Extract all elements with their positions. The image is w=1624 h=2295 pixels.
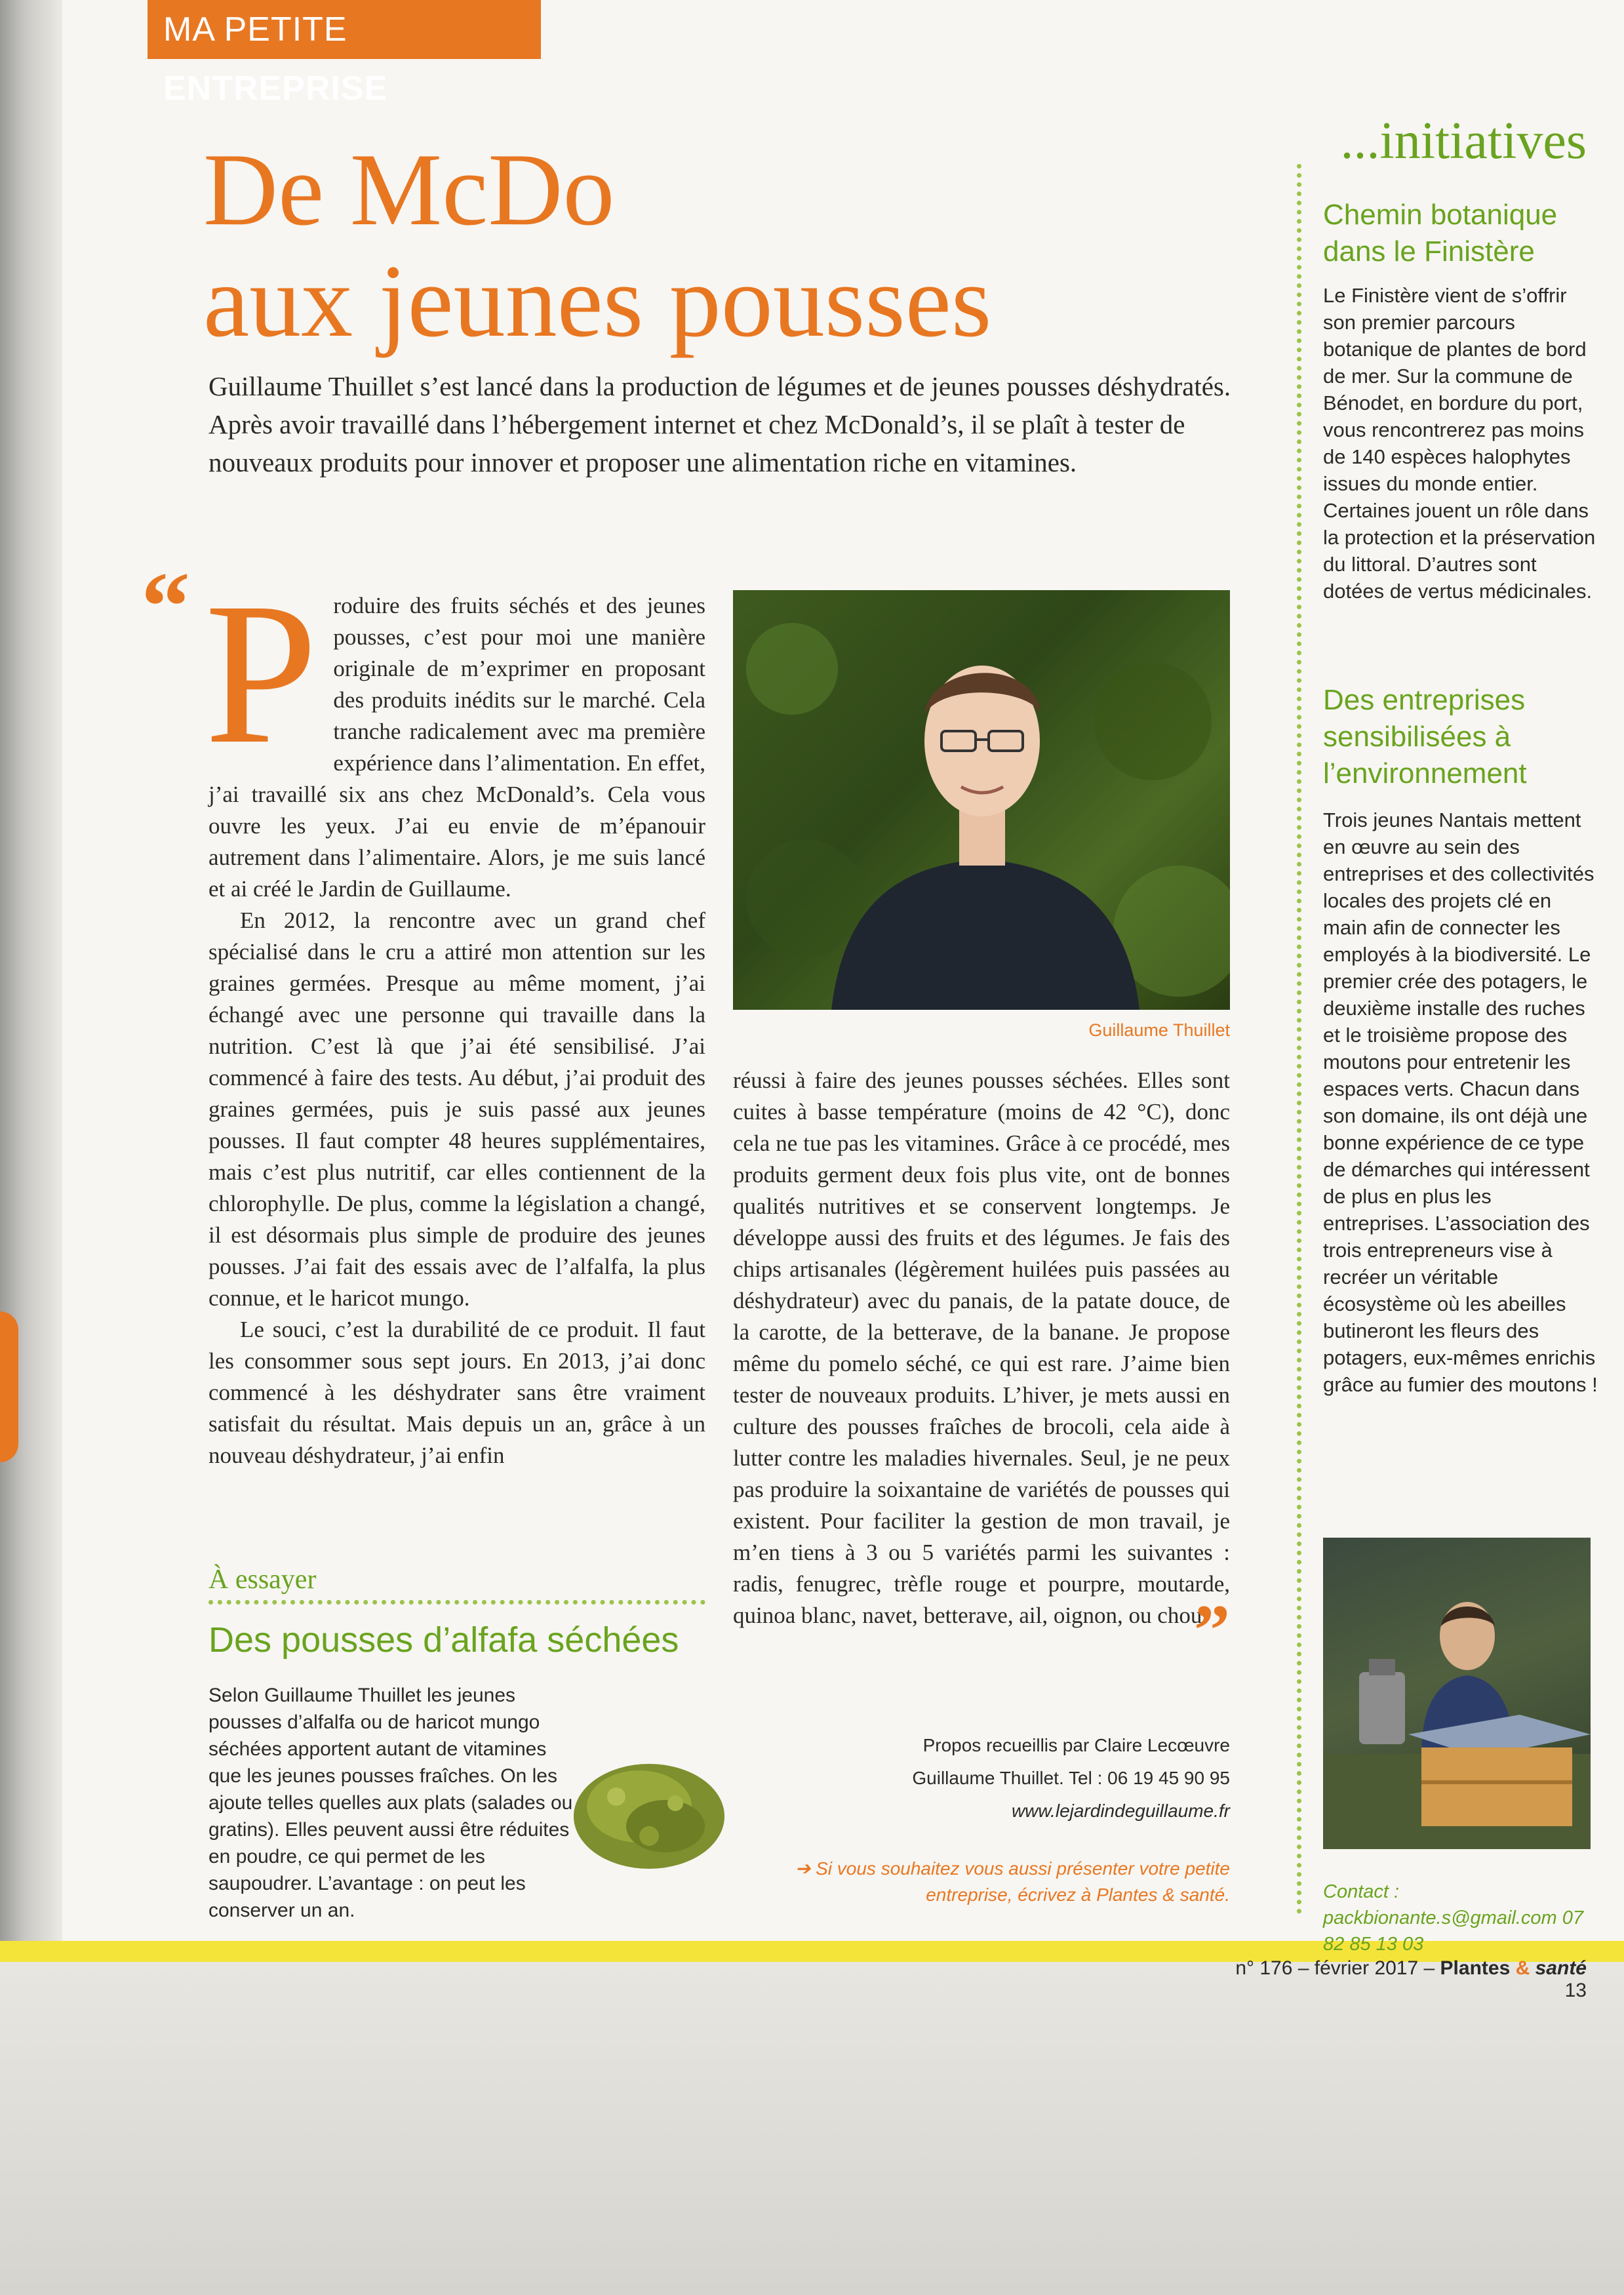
footer-brand-1: Plantes xyxy=(1440,1957,1511,1979)
sidebar-heading-1: Chemin botanique dans le Finistère xyxy=(1323,199,1558,268)
article-column-2 xyxy=(733,1065,1230,1670)
credit-url[interactable]: www.lejardindeguillaume.fr xyxy=(1011,1801,1230,1821)
sidebar-paragraph-1: Le Finistère vient de s’offrir son premier parcours botanique de plantes de bord de mer. Sur la commune de Bénodet, en bordure du port, vous rencontrerez pas moins de 140 espèces halophytes issues du monde entier. Certaines jouent un rôle dans la protection et la préservation du littoral. D’autres sont dotées de vertus médicinales. xyxy=(1323,284,1596,603)
call-to-action: ➔ Si vous souhaitez vous aussi présenter votre petite entreprise, écrivez à Plantes & santé. xyxy=(795,1858,1230,1905)
portrait-photo xyxy=(733,590,1230,1010)
try-it-body: Selon Guillaume Thuillet les jeunes pousses d’alfalfa ou de haricot mungo séchées apportent autant de vitamines que les jeunes pousses fraîches. On les ajoute telles quelles aux plats (salades ou gratins). Elles peuvent aussi être réduites en poudre, ce qui permet de les saupoudrer. L’avantage : on peut les conserver un an. xyxy=(208,1685,573,1921)
article-paragraph-1 xyxy=(205,561,705,905)
sidebar-paragraph-2: Trois jeunes Nantais mettent en œuvre au sein des entreprises et des collectivités locales des projets clé en main afin de connecter les employés à la biodiversité. Le premier crée des potagers, le deuxième installe des ruches et le troisième propose des moutons pour entretenir les espaces verts. Chacun dans son domaine, ils ont déjà une bonne expérience de ce type de démarches qui intéressent de plus en plus les entreprises. L’association des trois entrepreneurs vise à recréer un véritable écosystème où les abeilles butineront les fleurs des potagers, eux-mêmes enrichis grâce au fumier des moutons ! xyxy=(1323,808,1598,1396)
footer-brand-2: santé xyxy=(1535,1957,1587,1979)
portrait-illustration xyxy=(733,590,1230,1010)
close-quote-mark: ” xyxy=(1194,1590,1230,1670)
sidebar-heading-2: Des entreprises sensibilisées à l’environnement xyxy=(1323,684,1527,789)
try-it-title: Des pousses d’alfafa séchées xyxy=(208,1620,679,1660)
credit-block xyxy=(733,1729,1230,1827)
article-paragraph-3: Le souci, c’est la durabilité de ce produit. Il faut les consommer sous sept jours. En 2013, j’ai donc commencé à les déshydrater sans être vraiment satisfait du résultat. Mais depuis un an, grâce à un nouveau déshydrateur, j’ai enfin xyxy=(208,1317,705,1468)
footer-ampersand: & xyxy=(1515,1957,1530,1979)
article-column-1 xyxy=(205,561,705,1471)
sidebar-title: ...initiatives xyxy=(1340,112,1587,170)
spine-tab xyxy=(0,1311,18,1462)
credit-author: Claire Lecœuvre xyxy=(1094,1735,1230,1755)
page-footer xyxy=(1219,1957,1587,2002)
open-quote-mark: “ xyxy=(141,552,190,661)
credit-contact: Guillaume Thuillet. Tel : 06 19 45 90 95 xyxy=(912,1768,1230,1788)
article-paragraph-1-text: roduire des fruits séchés et des jeunes pousses, c’est pour moi une manière originale de m’exprimer en proposant des produits inédits sur le marché. Cela tranche radicalement avec ma première expérience dans l’alimentation. En effet, j’ai travaillé six ans chez McDonald’s. Cela vous ouvre les yeux. J’ai eu envie de m’épanouir autrement dans l’alimentaire. Alors, je me suis lancé et ai créé le Jardin de Guillaume. xyxy=(208,593,705,902)
page-number: 13 xyxy=(1564,1980,1587,2001)
section-tag-part1: MA PETITE xyxy=(163,10,347,49)
try-it-label: À essayer xyxy=(208,1565,317,1595)
sidebar-divider xyxy=(1297,164,1301,1915)
article-paragraph-2: En 2012, la rencontre avec un grand chef spécialisé dans le cru a attiré mon attention sur les graines germées. Presque au même moment, j’ai échangé avec une personne qui travaille dans la nutrition. C’est là que j’ai été sensibilisé. J’ai commencé à faire des tests. Au début, j’ai produit des graines germées, puis je suis passé aux jeunes pousses. Il faut compter 48 heures supplémentaires, mais c’est plus nutritif, car elles contiennent de la chlorophylle. De plus, comme la législation a changé, il est désormais plus simple de produire des jeunes pousses. J’ai fait des essais avec de l’alfalfa, la plus connue, et le haricot mungo. xyxy=(208,908,705,1311)
section-tag xyxy=(148,0,541,108)
headline-line1: De McDo xyxy=(203,132,615,247)
intro-paragraph: Guillaume Thuillet s’est lancé dans la production de légumes et de jeunes pousses déshydratés. Après avoir travaillé dans l’hébergement internet et chez McDonald’s, il se plaît à tester de nouveaux produits pour innover et proposer une alimentation riche en vitamines. xyxy=(208,371,1231,477)
beekeeper-illustration xyxy=(1323,1538,1591,1849)
section-tag-part2: ENTREPRISE xyxy=(163,70,388,108)
dropcap: P xyxy=(205,561,318,786)
article-paragraph-4: réussi à faire des jeunes pousses séchées. Elles sont cuites à basse température (moins de 42 °C), donc cela ne tue pas les vitamines. Grâce à ce procédé, mes produits germent deux fois plus vite, ont de bonnes qualités nutritives et se conservent longtemps. Je développe aussi des fruits et des légumes. Je fais des chips artisanales (légèrement huilées puis passées au déshydrateur) avec du panais, de la patate douce, de la carotte, de la betterave, de la banane. Je propose même du pomelo séché, ce qui est rare. J’aime bien tester de nouveaux produits. L’hiver, je mets aussi en culture des pousses fraîches de brocoli, cela aide à lutter contre les maladies hivernales. Seul, je ne peux pas produire la soixantaine de variétés de pousses qui existent. Pour faciliter la gestion de mon travail, je m’en tiens à 3 ou 5 variétés parmi les suivantes : radis, fenugrec, trèfle rouge et pourpre, moutarde, quinoa blanc, navet, betterave, ail, oignon, ou chou. xyxy=(733,1068,1230,1628)
dried-herbs-image xyxy=(570,1744,728,1875)
beekeeper-photo xyxy=(1323,1538,1591,1849)
headline xyxy=(203,134,1187,357)
sidebar-contact: Contact : packbionante.s@gmail.com 07 82 85 13 03 xyxy=(1323,1881,1583,1955)
credit-line xyxy=(733,1729,1230,1762)
try-it-divider xyxy=(208,1600,705,1605)
headline-line2: aux jeunes pousses xyxy=(203,244,992,359)
credit-prefix: Propos recueillis par xyxy=(922,1735,1090,1755)
portrait-caption: Guillaume Thuillet xyxy=(1088,1020,1230,1040)
footer-issue: n° 176 – février 2017 – xyxy=(1235,1957,1435,1979)
